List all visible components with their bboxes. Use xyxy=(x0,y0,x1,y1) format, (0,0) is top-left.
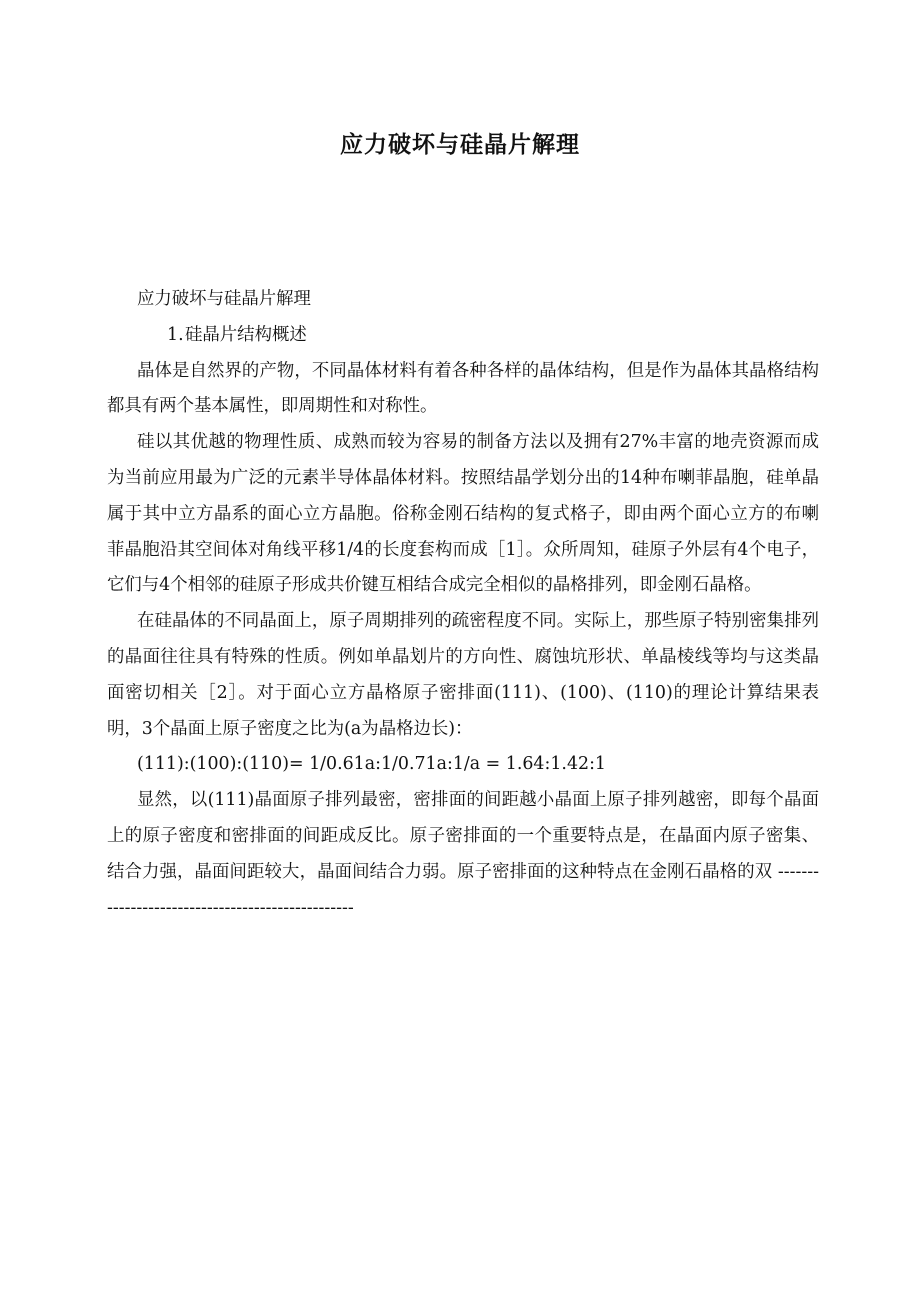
paragraph-silicon-structure: 硅以其优越的物理性质、成熟而较为容易的制备方法以及拥有27%丰富的地壳资源而成为当前应用最为广泛的元素半导体晶体材料。按照结晶学划分出的14种布喇菲晶胞，硅单晶属于其中立方晶系的面心立方晶胞。俗称金刚石结构的复式格子，即由两个面心立方的布喇菲晶胞沿其空间体对角线平移1/4的长度套构而成［1］。众所周知，硅原子外层有4个电子，它们与4个相邻的硅原子形成共价键互相结合成完全相似的晶格排列，即金刚石晶格。 xyxy=(107,432,819,596)
document-subtitle: 应力破坏与硅晶片解理 xyxy=(137,289,311,309)
document-body xyxy=(107,282,819,926)
document-title: 应力破坏与硅晶片解理 xyxy=(340,131,580,158)
section-title: 硅晶片结构概述 xyxy=(185,324,307,345)
paragraph-close-packed-planes: 显然，以(111)晶面原子排列最密，密排面的间距越小晶面上原子排列越密，即每个晶面上的原子密度和密排面的间距成反比。原子密排面的一个重要特点是，在晶面内原子密集、结合力强，晶面间距较大，晶面间结合力弱。原子密排面的这种特点在金刚石晶格的双 ------------------------------------------------- xyxy=(107,790,819,918)
formula-density-ratio: (111):(100):(110)= 1/0.61a:1/0.71a:1/a = 1.64:1.42:1 xyxy=(137,754,606,775)
section-heading xyxy=(107,318,819,354)
paragraph-crystal-planes: 在硅晶体的不同晶面上，原子周期排列的疏密程度不同。实际上，那些原子特别密集排列的晶面往往具有特殊的性质。例如单晶划片的方向性、腐蚀坑形状、单晶棱线等均与这类晶面密切相关［2］。对于面心立方晶格原子密排面(111)、(100)、(110)的理论计算结果表明，3个晶面上原子密度之比为(a为晶格边长)： xyxy=(107,611,819,739)
paragraph-crystal-intro: 晶体是自然界的产物，不同晶体材料有着各种各样的晶体结构，但是作为晶体其晶格结构都具有两个基本属性，即周期性和对称性。 xyxy=(107,360,819,417)
section-number: 1. xyxy=(167,324,184,345)
